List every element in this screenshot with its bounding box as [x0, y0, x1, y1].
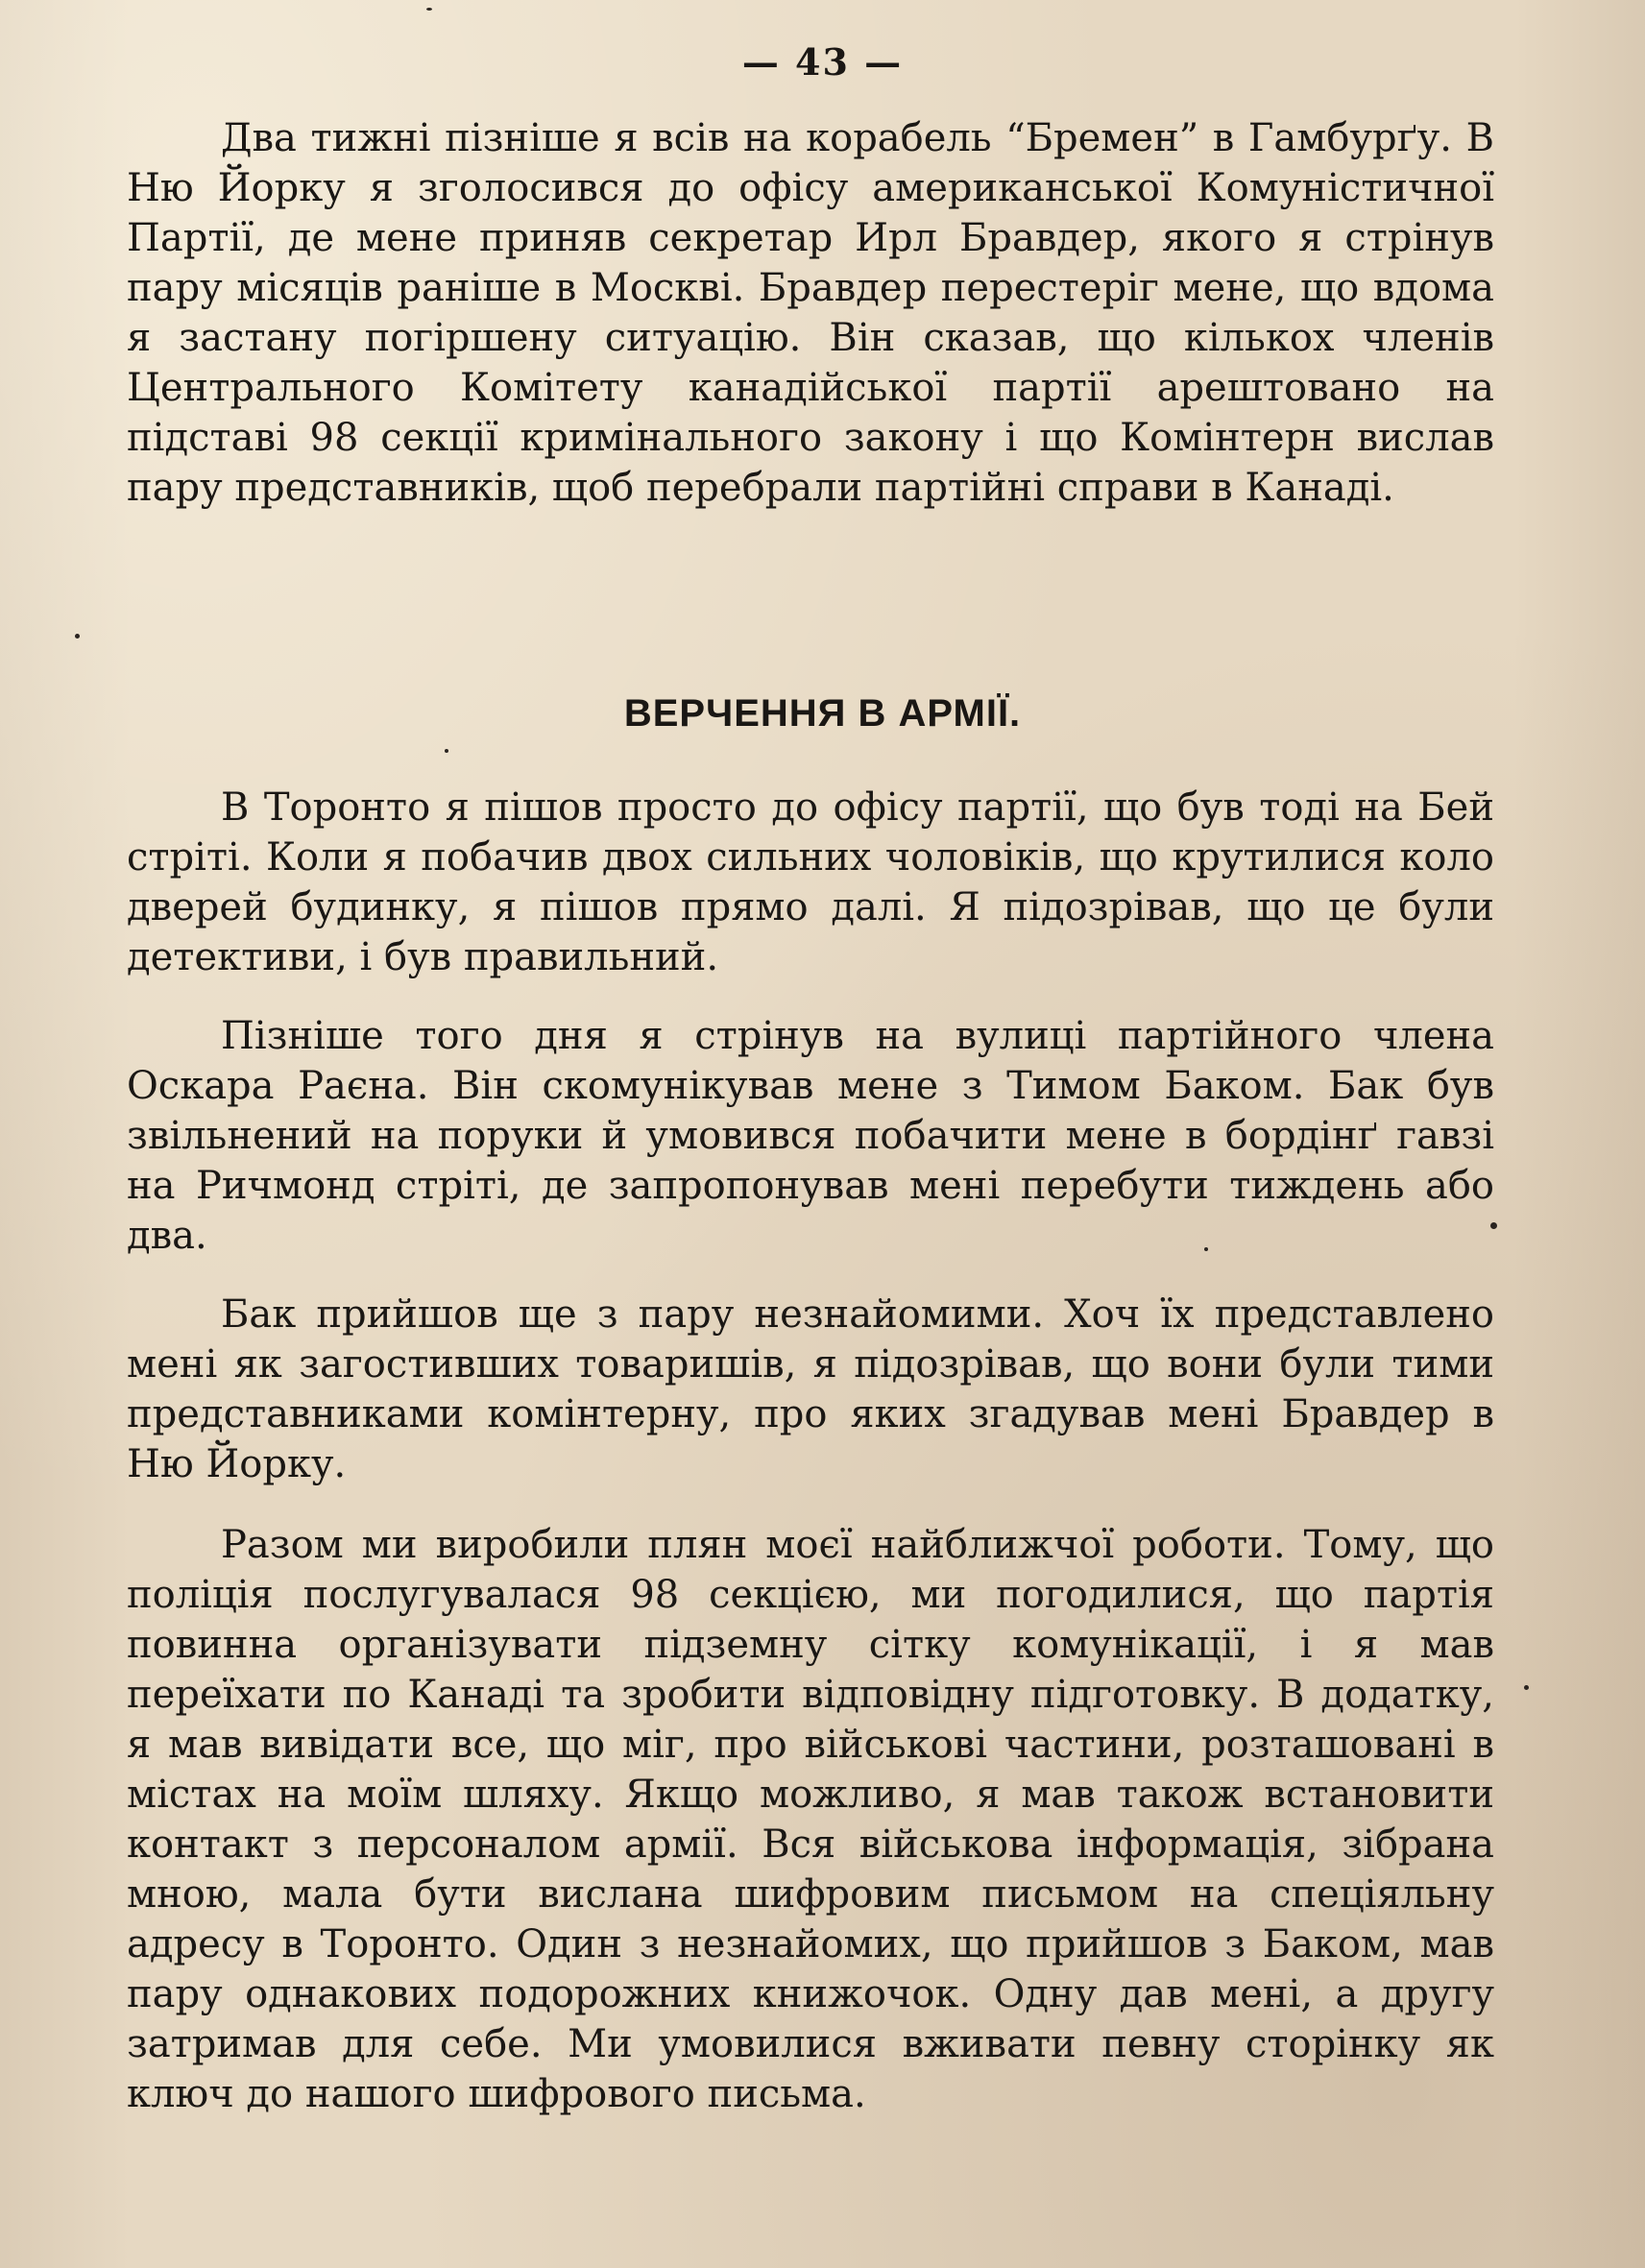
paragraph-text: Бак прийшов ще з пару незнайомими. Хоч їх представлено мені як загостивших товаришів, я підозрівав, що вони були тими представниками комінтерну, про яких згадував мені Бравдер в Ню Йорку.: [127, 1292, 1494, 1486]
page-number: — 43 —: [741, 40, 904, 84]
paragraph-text: Пізніше того дня я стрінув на вулиці партійного члена Оскара Раєна. Він скомунікував мене з Тимом Баком. Бак був звільнений на поруки й умовився побачити мене в бордінґ гавзі на Ричмонд стріті, де запропонував мені перебути тиждень або два.: [127, 1014, 1494, 1258]
paragraph-text: Два тижні пізніше я всів на корабель “Бремен” в Гамбурґу. В Ню Йорку я зголосився до офісу американської Комуністичної Партії, де мене приняв секретар Ирл Бравдер, якого я стрінув пару місяців раніше в Москві. Бравдер перестеріг мене, що вдома я застану погіршену ситуацію. Він сказав, що кількох членів Центрального Комітету канадійської партії арештовано на підставі 98 секції кримінального закону і що Комінтерн вислав пару представників, щоб перебрали партійні справи в Канаді.: [127, 116, 1494, 510]
paragraph-text: В Торонто я пішов просто до офісу партії, що був тоді на Бей стріті. Коли я побачив двох сильних чоловіків, що крутилися коло дверей будинку, я пішов прямо далі. Я підозрівав, що це були детективи, і був правильний.: [127, 785, 1494, 979]
paragraph-2: [127, 783, 1494, 982]
print-speck: [1204, 1247, 1208, 1251]
paragraph-1: [127, 113, 1494, 513]
paragraph-5: [127, 1520, 1494, 2119]
paragraph-4: [127, 1290, 1494, 1489]
print-speck: [426, 8, 432, 11]
print-speck: [1490, 1222, 1497, 1229]
print-speck: [445, 749, 448, 753]
paragraph-3: [127, 1011, 1494, 1261]
print-speck: [75, 634, 80, 639]
print-speck: [1524, 1685, 1529, 1690]
paragraph-text: Разом ми виробили плян моєї найближчої роботи. Тому, що поліція послугувалася 98 секцією, ми погодилися, що партія повинна організувати підземну сітку комунікації, і я мав переїхати по Канаді та зробити відповідну підготовку. В додатку, я мав вивідати все, що міг, про військові частини, розташовані в містах на моїм шляху. Якщо можливо, я мав також встановити контакт з персоналом армії. Вся військова інформація, зібрана мною, мала бути вислана шифровим письмом на спеціяльну адресу в Торонто. Один з незнайомих, що прийшов з Баком, мав пару однакових подорожних книжочок. Одну дав мені, а другу затримав для себе. Ми умовилися вживати певну сторінку як ключ до нашого шифрового письма.: [127, 1523, 1494, 2116]
section-heading: ВЕРЧЕННЯ В АРМІЇ.: [623, 692, 1022, 735]
